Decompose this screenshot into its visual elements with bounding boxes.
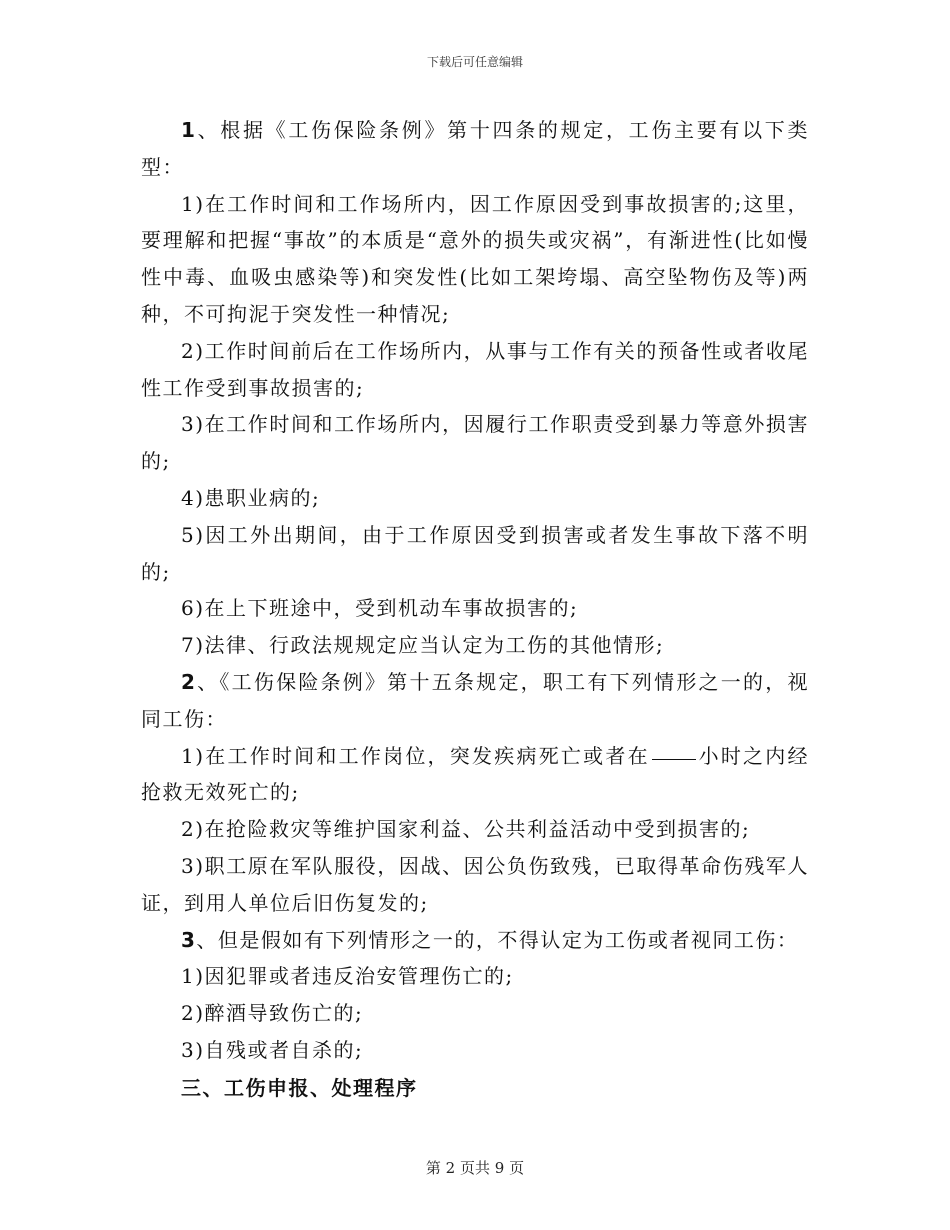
list-item [141, 738, 809, 812]
section-title-text: 、《工伤保险条例》第十五条规定，职工有下列情形之一的，视同工伤： [141, 669, 809, 731]
section-number: 1 [181, 118, 197, 142]
section-title-text: 、根据《工伤保险条例》第十四条的规定，工伤主要有以下类型： [141, 118, 809, 179]
fill-in-blank [652, 758, 696, 760]
list-item: 6)在上下班途中，受到机动车事故损害的; [181, 596, 579, 621]
list-item-text-before-blank: 1)在工作时间和工作岗位，突发疾病死亡或者在 [181, 743, 650, 768]
list-item: 3)在工作时间和工作场所内，因履行工作职责受到暴力等意外损害的; [141, 412, 809, 474]
list-item: 1)因犯罪或者违反治安管理伤亡的; [181, 964, 514, 989]
section-title-text: 、但是假如有下列情形之一的，不得认定为工伤或者视同工伤： [196, 927, 799, 952]
list-item: 3)自残或者自杀的; [181, 1037, 364, 1062]
list-item: 2)工作时间前后在工作场所内，从事与工作有关的预备性或者收尾性工作受到事故损害的; [141, 338, 809, 400]
header-note: 下载后可任意编辑 [426, 55, 523, 69]
section-number: 2 [181, 669, 197, 694]
document-body [141, 112, 809, 1107]
list-item: 5)因工外出期间，由于工作原因受到损害或者发生事故下落不明的; [141, 522, 809, 584]
list-item-text-after-blank: 小时之内经抢救无效死亡的; [141, 743, 810, 805]
section-number: 3 [181, 927, 197, 952]
list-item: 2)在抢险救灾等维护国家利益、公共利益活动中受到损害的; [181, 817, 751, 842]
section-1-title [141, 112, 809, 186]
list-item: 1)在工作时间和工作场所内，因工作原因受到事故损害的;这里，要理解和把握“事故”的本质是“意外的损失或灾祸”，有渐进性(比如慢性中毒、血吸虫感染等)和突发性(比如工架垮塌、高空坠物伤及等)两种，不可拘泥于突发性一种情况; [141, 191, 809, 326]
list-item: 4)患职业病的; [181, 485, 321, 510]
list-item: 7)法律、行政法规规定应当认定为工伤的其他情形; [181, 633, 665, 658]
section-heading: 三、工伤申报、处理程序 [181, 1075, 418, 1100]
section-3-title [141, 922, 809, 959]
list-item: 2)醉酒导致伤亡的; [181, 1001, 364, 1026]
list-item: 3)职工原在军队服役，因战、因公负伤致残，已取得革命伤残军人证，到用人单位后旧伤复发的; [141, 853, 809, 915]
page-number: 第 2 页共 9 页 [425, 1159, 525, 1177]
section-2-title [141, 664, 809, 738]
